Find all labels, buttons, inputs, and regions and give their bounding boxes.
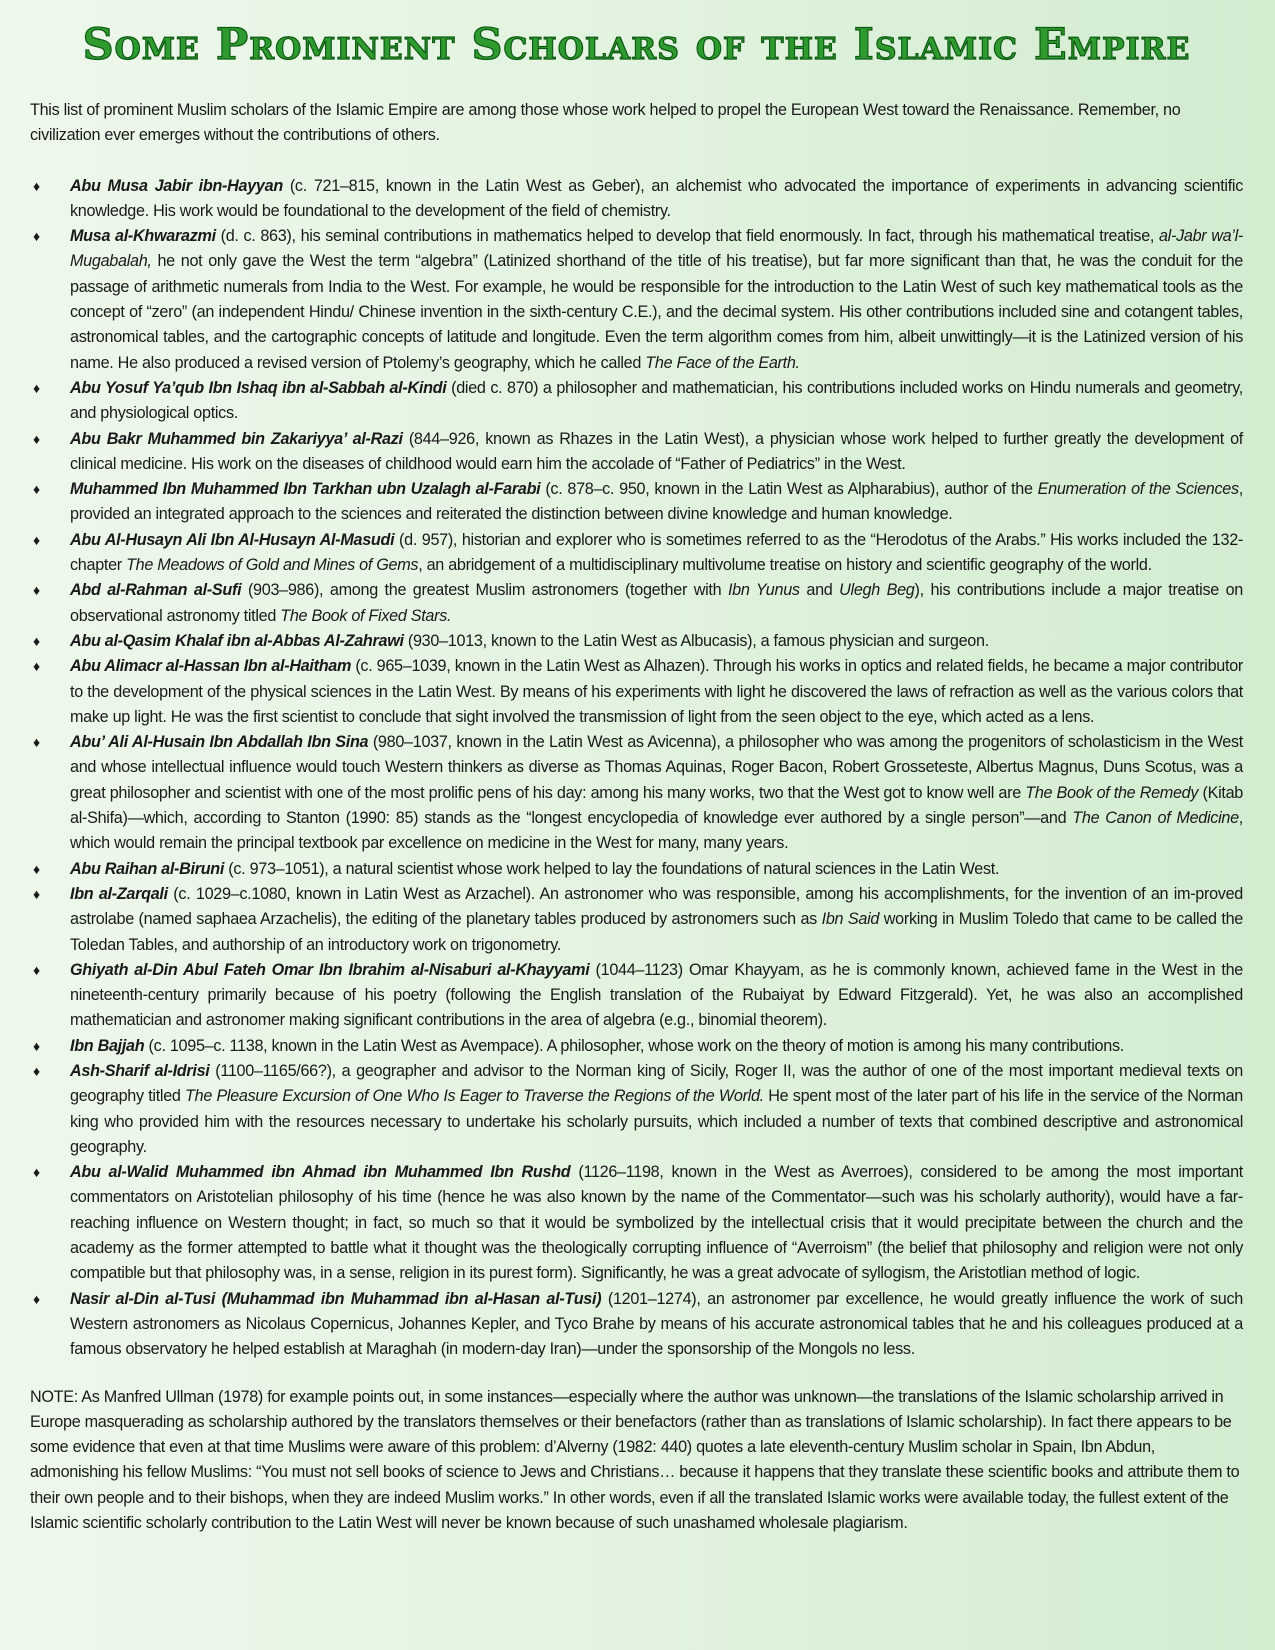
diamond-bullet-icon: ♦ [33, 228, 40, 245]
scholar-description: (1126–1198, known in the West as Averroes), considered to be among the most important commentators on Aristotelian philosophy of his time (hence he was also known by the name of the Commentator—such was his scholarly authority), would have a far-reaching influence on Western thought; in fact, so much so that it would be symbolized by the intellectual crisis that it would precipitate between the church and the academy as the former attempted to battle what it thought was the theologically corrupting influence of “Averroism” (the belief that philosophy and religion were not only compatible but that philosophy was, in a sense, religion in its purest form). Significantly, he was a great advocate of syllogism, the Aristotlian method of logic. [70, 1163, 1244, 1283]
diamond-bullet-icon: ♦ [33, 481, 40, 498]
list-item [30, 1034, 1243, 1059]
scholar-description: (d. c. 863), his seminal contributions in mathematics helped to develop that field enormously. In fact, through his mathematical treatise, [215, 227, 1159, 246]
work-title: The Book of Fixed Stars. [280, 606, 452, 625]
diamond-bullet-icon: ♦ [33, 177, 40, 194]
scholar-name: Abu Raihan al-Biruni [70, 859, 225, 878]
diamond-bullet-icon: ♦ [33, 582, 40, 599]
scholar-description: (died c. 870) a philosopher and mathematician, his contributions included works on Hindu numerals and geometry, and physiological optics. [70, 378, 1243, 423]
work-title: The Pleasure Excursion of One Who Is Eager to Traverse the Regions of the World. [185, 1087, 764, 1106]
scholar-description: (1100–1165/66?), a geographer and advisor to the Norman king of Sicily, Roger II, was the author of one of the most important medieval texts on geography titled [70, 1061, 1243, 1106]
page-title: Some Prominent Scholars of the Islamic Empire [82, 20, 1191, 70]
diamond-bullet-icon: ♦ [33, 1164, 40, 1181]
scholar-list [30, 174, 1243, 1363]
scholar-description: and [799, 581, 840, 600]
scholar-reference: Ibn Yunus [727, 581, 800, 600]
list-item [30, 857, 1243, 882]
work-title: al-Jabr wa’l-Mugabalah, [70, 227, 1243, 271]
list-item [30, 730, 1243, 856]
scholar-description: , provided an integrated approach to the sciences and reiterated the distinction between divine knowledge and human knowledge. [70, 480, 1243, 524]
scholar-name: Abu Al-Husayn Ali Ibn Al-Husayn Al-Masudi [70, 530, 395, 549]
scholar-description: (d. 957), historian and explorer who is sometimes referred to as the “Herodotus of the Arabs.” His works included the 132-chapter [70, 530, 1243, 575]
note-paragraph: NOTE: As Manfred Ullman (1978) for example points out, in some instances—especially where the author was unknown—the translations of the Islamic scholarship arrived in Europe masquerading as scholarship authored by the translators themselves or their benefactors (rather than as translations of Islamic scholarship). In fact there appears to be some evidence that even at that time Muslims were aware of this problem: d’Alverny (1982: 440) quotes a late eleventh-century Muslim scholar in Spain, Ibn Abdun, admonishing his fellow Muslims: “You must not sell books of science to Jews and Christians… because it happens that they translate these scientific books and attribute them to their own people and to their bishops, when they are indeed Muslim works.” In other words, even if all the translated Islamic works were available today, the fullest extent of the Islamic scientific scholarly contribution to the Latin West will never be known because of such unashamed wholesale plagiarism. [30, 1387, 1240, 1533]
scholar-name: Ibn al-Zarqali [70, 884, 168, 903]
diamond-bullet-icon: ♦ [33, 531, 40, 548]
scholar-description: , an abridgement of a multidisciplinary multivolume treatise on history and scientific geography of the world. [418, 556, 1152, 575]
scholar-name: Abd al-Rahman al-Sufi [70, 581, 242, 600]
scholar-description: He spent most of the later part of his life in the service of the Norman king who provided him with the resources necessary to undertake his scholarly pursuits, which included a number of texts that combined descriptive and astronomical geography. [70, 1087, 1243, 1156]
work-title: Enumeration of the Sciences [1037, 480, 1239, 499]
list-item [30, 1059, 1243, 1160]
list-item [30, 629, 1243, 654]
list-item [30, 958, 1243, 1034]
scholar-description: (c. 1095–c. 1138, known in the Latin West as Avempace). A philosopher, whose work on the theory of motion is among his many contributions. [144, 1036, 1124, 1055]
scholar-description: (c. 878–c. 950, known in the Latin West as Alpharabius), author of the [540, 480, 1038, 499]
scholar-description: working in Muslim Toledo that came to be called the Toledan Tables, and authorship of an introductory work on trigonometry. [70, 910, 1243, 954]
diamond-bullet-icon: ♦ [33, 734, 40, 751]
scholar-name: Abu al-Qasim Khalaf ibn al-Abbas Al-Zahrawi [70, 631, 404, 650]
scholar-description: (930–1013, known to the Latin West as Albucasis), a famous physician and surgeon. [403, 631, 989, 650]
diamond-bullet-icon: ♦ [33, 961, 40, 978]
scholar-name: Ibn Bajjah [70, 1036, 145, 1055]
intro-paragraph: This list of prominent Muslim scholars of the Islamic Empire are among those whose work helped to propel the European West toward the Renaissance. Remember, no civilization ever emerges without the contributions of others. [30, 101, 1181, 145]
list-item [30, 578, 1243, 629]
scholar-name: Abu’ Ali Al-Husain Ibn Abdallah Ibn Sina [70, 733, 369, 752]
work-title: The Canon of Medicine [1072, 809, 1239, 828]
list-item [30, 528, 1243, 579]
scholar-description: (Kitab al-Shifa)—which, according to Stanton (1990: 85) stands as the “longest encyclopedia of knowledge ever authored by a single person”—and [70, 783, 1243, 828]
scholar-description: (c. 973–1051), a natural scientist whose work helped to lay the foundations of natural sciences in the Latin West. [224, 859, 1000, 878]
scholar-name: Nasir al-Din al-Tusi (Muhammad ibn Muhammad ibn al-Hasan al-Tusi) [70, 1289, 602, 1308]
scholar-description: (c. 721–815, known in the Latin West as Geber), an alchemist who advocated the importance of experiments in advancing scientific knowledge. His work would be foundational to the development of the field of chemistry. [70, 176, 1243, 220]
list-item [30, 174, 1243, 225]
scholar-name: Abu Yosuf Ya’qub Ibn Ishaq ibn al-Sabbah al-Kindi [70, 378, 447, 397]
scholar-description: (980–1037, known in the Latin West as Avicenna), a philosopher who was among the progenitors of scholasticism in the West and whose intellectual influence would touch Western thinkers as diverse as Thomas Aquinas, Roger Bacon, Robert Grosseteste, Albertus Magnus, Duns Scotus, was a great philosopher and scientist with one of the most prolific pens of his day: among his many works, two that the West got to know well are [70, 733, 1243, 802]
scholar-description: ), his contributions include a major treatise on observational astronomy titled [70, 581, 1243, 625]
scholar-name: Abu al-Walid Muhammed ibn Ahmad ibn Muhammed Ibn Rushd [70, 1163, 571, 1182]
diamond-bullet-icon: ♦ [33, 632, 40, 649]
scholar-description: (1201–1274), an astronomer par excellence, he would greatly influence the work of such Western astronomers as Nicolaus Copernicus, Johannes Kepler, and Tyco Brahe by means of his accurate astronomical tables that he and his colleagues produced at a famous observatory he helped establish at Maraghah (in modern-day Iran)—under the sponsorship of the Mongols no less. [70, 1289, 1244, 1359]
diamond-bullet-icon: ♦ [33, 658, 40, 675]
list-item [30, 427, 1243, 478]
diamond-bullet-icon: ♦ [33, 885, 40, 902]
scholar-description: (1044–1123) Omar Khayyam, as he is commonly known, achieved fame in the West in the nineteenth-century primarily because of his poetry (following the English translation of the Rubaiyat by Edward Fitzgerald). Yet, he was also an accomplished mathematician and astronomer making significant contributions in the area of algebra (e.g., binomial theorem). [70, 960, 1244, 1030]
list-item [30, 477, 1243, 528]
diamond-bullet-icon: ♦ [33, 1062, 40, 1079]
diamond-bullet-icon: ♦ [33, 1037, 40, 1054]
scholar-name: Ghiyath al-Din Abul Fateh Omar Ibn Ibrahim al-Nisaburi al-Khayyami [70, 960, 590, 979]
scholar-name: Abu Musa Jabir ibn-Hayyan [70, 176, 283, 195]
diamond-bullet-icon: ♦ [33, 1290, 40, 1307]
list-item [30, 1160, 1243, 1286]
diamond-bullet-icon: ♦ [33, 430, 40, 447]
list-item [30, 1287, 1243, 1363]
scholar-name: Muhammed Ibn Muhammed Ibn Tarkhan ubn Uzalagh al-Farabi [70, 480, 541, 499]
diamond-bullet-icon: ♦ [33, 379, 40, 396]
scholar-description: , which would remain the principal textbook par excellence on medicine in the West for many, many years. [70, 809, 1243, 853]
list-item [30, 224, 1243, 376]
work-title: The Book of the Remedy [1025, 783, 1199, 802]
diamond-bullet-icon: ♦ [33, 860, 40, 877]
list-item [30, 376, 1243, 427]
scholar-description: (903–986), among the greatest Muslim astronomers (together with [241, 581, 728, 600]
scholar-description: (c. 1029–c.1080, known in Latin West as Arzachel). An astronomer who was responsible, among his accomplishments, for the invention of an im-proved astrolabe (named saphaea Arzachelis), the editing of the planetary tables produced by astronomers such as [70, 884, 1243, 929]
list-item [30, 654, 1243, 730]
scholar-name: Musa al-Khwarazmi [70, 227, 216, 246]
scholar-description: he not only gave the West the term “algebra” (Latinized shorthand of the title of his treatise), but far more significant than that, he was the conduit for the passage of arithmetic numerals from India to the West. For example, he would be responsible for the introduction to the Latin West of such key mathematical tools as the concept of “zero” (an independent Hindu/ Chinese invention in the sixth-century C.E.), and the decimal system. His other contributions included sine and cotangent tables, astronomical tables, and the cartographic concepts of latitude and longitude. Even the term algorithm comes from him, albeit unwittingly—it is the Latinized version of his name. He also produced a revised version of Ptolemy’s geography, which he called [70, 252, 1243, 372]
scholar-description: (844–926, known as Rhazes in the Latin West), a physician whose work helped to further greatly the development of clinical medicine. His work on the diseases of childhood would earn him the accolade of “Father of Pediatrics” in the West. [70, 429, 1243, 473]
scholar-name: Abu Alimacr al-Hassan Ibn al-Haitham [70, 657, 352, 676]
scholar-reference: Ibn Said [821, 910, 880, 929]
work-title: The Meadows of Gold and Mines of Gems [126, 556, 419, 575]
scholar-description: (c. 965–1039, known in the Latin West as Alhazen). Through his works in optics and related fields, he became a major contributor to the development of the physical sciences in the Latin West. By means of his experiments with light he discovered the laws of refraction as well as the various colors that make up light. He was the first scientist to conclude that sight involved the transmission of light from the seen object to the eye, which acted as a lens. [70, 657, 1243, 726]
scholar-name: Ash-Sharif al-Idrisi [70, 1061, 210, 1080]
scholar-name: Abu Bakr Muhammed bin Zakariyya’ al-Razi [70, 429, 403, 448]
scholar-reference: Ulegh Beg [839, 581, 915, 600]
list-item [30, 882, 1243, 958]
work-title: The Face of the Earth. [645, 353, 800, 372]
